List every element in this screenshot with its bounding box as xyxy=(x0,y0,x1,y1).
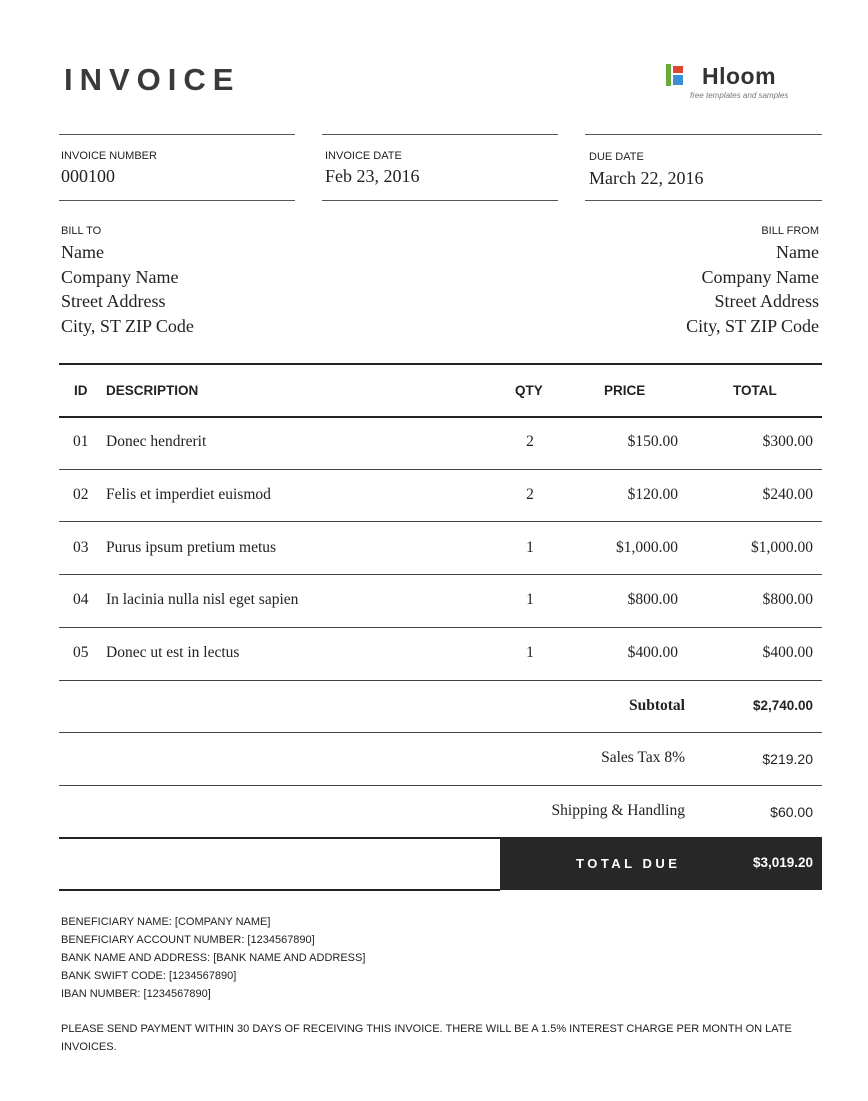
invoice-number-label: INVOICE NUMBER xyxy=(61,150,157,162)
row-qty: 2 xyxy=(526,486,534,503)
subtotal-label: Subtotal xyxy=(629,697,685,714)
col-header-total: TOTAL xyxy=(733,383,777,398)
bank-name-address: BANK NAME AND ADDRESS: [BANK NAME AND ADDRESS] xyxy=(61,952,366,964)
row-id: 04 xyxy=(73,591,89,608)
row-price: $150.00 xyxy=(627,433,678,450)
hloom-logo-icon xyxy=(666,64,696,86)
divider xyxy=(322,200,558,201)
page-title: INVOICE xyxy=(64,62,241,97)
row-description: Purus ipsum pretium metus xyxy=(106,539,277,556)
row-qty: 2 xyxy=(526,433,534,450)
bank-swift-code: BANK SWIFT CODE: [1234567890] xyxy=(61,970,237,982)
col-header-price: PRICE xyxy=(604,383,646,398)
row-total: $800.00 xyxy=(762,591,813,608)
total-due-label: TOTAL DUE xyxy=(576,856,681,871)
bill-to-line: Street Address xyxy=(61,291,166,311)
iban-number: IBAN NUMBER: [1234567890] xyxy=(61,988,211,1000)
bill-from-address xyxy=(686,240,819,338)
invoice-date: Feb 23, 2016 xyxy=(325,166,420,186)
row-id: 03 xyxy=(73,539,89,556)
total-bottom-rule xyxy=(59,889,500,891)
col-header-qty: QTY xyxy=(515,383,543,398)
row-total: $240.00 xyxy=(762,486,813,503)
bill-from-line: Name xyxy=(776,242,819,262)
col-header-description: DESCRIPTION xyxy=(106,383,199,398)
row-total: $1,000.00 xyxy=(751,539,813,556)
row-divider xyxy=(59,469,822,470)
bill-to-line: Name xyxy=(61,242,104,262)
bill-to-line: Company Name xyxy=(61,266,179,287)
row-divider xyxy=(59,732,822,733)
divider xyxy=(59,200,295,201)
logo-tagline: free templates and samples xyxy=(690,91,789,100)
row-price: $400.00 xyxy=(627,644,678,661)
row-description: Donec hendrerit xyxy=(106,433,207,450)
row-description: Felis et imperdiet euismod xyxy=(106,486,271,503)
subtotal-value: $2,740.00 xyxy=(752,698,813,713)
row-price: $1,000.00 xyxy=(616,539,678,556)
row-qty: 1 xyxy=(526,591,534,608)
table-header-rule xyxy=(59,416,822,418)
tax-label: Sales Tax 8% xyxy=(601,749,685,766)
tax-value: $219.20 xyxy=(762,751,813,767)
divider xyxy=(322,134,558,135)
row-qty: 1 xyxy=(526,539,534,556)
bill-from-label: BILL FROM xyxy=(761,225,819,237)
divider xyxy=(59,134,295,135)
row-divider xyxy=(59,680,822,681)
due-date-label: DUE DATE xyxy=(589,151,644,163)
shipping-label: Shipping & Handling xyxy=(551,802,685,819)
logo-name: Hloom xyxy=(702,63,777,89)
shipping-value: $60.00 xyxy=(770,804,813,820)
invoice-number: 000100 xyxy=(61,166,115,186)
total-due-value: $3,019.20 xyxy=(752,855,813,870)
beneficiary-account-number: BENEFICIARY ACCOUNT NUMBER: [1234567890] xyxy=(61,934,315,946)
row-divider xyxy=(59,785,822,786)
bill-to-label: BILL TO xyxy=(61,225,102,237)
brand-logo xyxy=(666,62,826,104)
row-price: $800.00 xyxy=(627,591,678,608)
divider xyxy=(585,200,822,201)
bank-details xyxy=(61,913,365,1003)
row-id: 02 xyxy=(73,486,89,503)
due-date: March 22, 2016 xyxy=(589,168,704,188)
bill-from-line: City, ST ZIP Code xyxy=(686,315,819,336)
invoice-date-label: INVOICE DATE xyxy=(325,150,402,162)
beneficiary-name: BENEFICIARY NAME: [COMPANY NAME] xyxy=(61,916,271,928)
row-divider xyxy=(59,574,822,575)
row-description: Donec ut est in lectus xyxy=(106,644,240,661)
row-id: 01 xyxy=(73,433,89,450)
divider xyxy=(585,134,822,135)
bill-from-line: Street Address xyxy=(714,291,819,311)
row-total: $300.00 xyxy=(762,433,813,450)
row-total: $400.00 xyxy=(762,644,813,661)
row-price: $120.00 xyxy=(627,486,678,503)
row-qty: 1 xyxy=(526,644,534,661)
bill-to-address xyxy=(61,240,194,338)
bill-to-line: City, ST ZIP Code xyxy=(61,315,194,336)
row-id: 05 xyxy=(73,644,89,661)
col-header-id: ID xyxy=(74,383,88,398)
bill-from-line: Company Name xyxy=(701,266,819,287)
table-top-rule xyxy=(59,363,822,365)
row-divider xyxy=(59,627,822,628)
payment-terms-note: PLEASE SEND PAYMENT WITHIN 30 DAYS OF RECEIVING THIS INVOICE. THERE WILL BE A 1.5% INTEREST CHARGE PER MONTH ON LATE INVOICES. xyxy=(61,1023,792,1053)
row-divider xyxy=(59,521,822,522)
row-description: In lacinia nulla nisl eget sapien xyxy=(106,591,299,608)
